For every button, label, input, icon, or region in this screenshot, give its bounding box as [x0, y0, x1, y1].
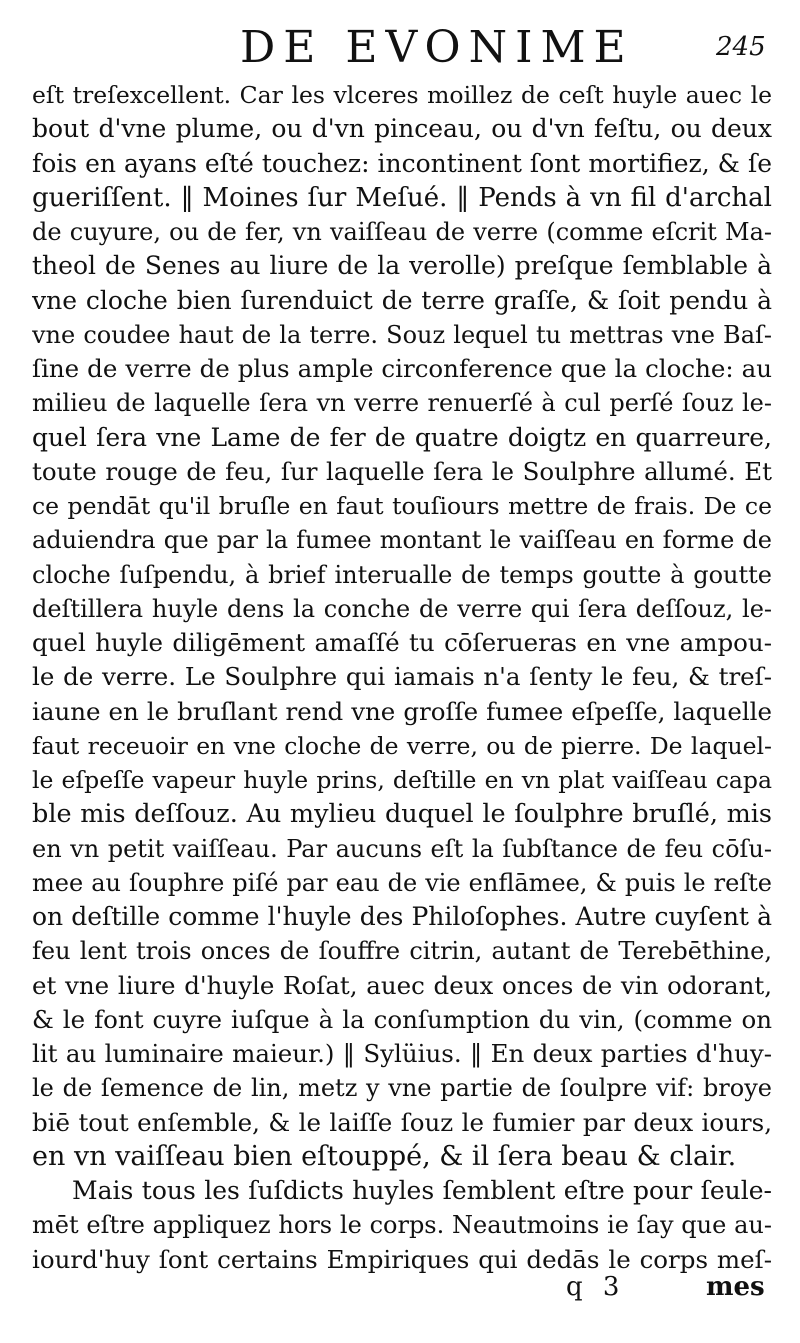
text-line: vne cloche bien ſurenduict de terre graſſe, & ſoit pendu à — [32, 285, 772, 315]
page-header — [0, 22, 800, 82]
text-line: deſtillera huyle dens la conche de verre qui ſera deſſouz, le- — [32, 594, 772, 623]
page-footer — [0, 1272, 800, 1312]
running-title: DE EVONIME — [240, 22, 634, 73]
text-line: fois en ayans eſté touchez: incontinent ſont mortifiez, & ſe — [32, 148, 772, 178]
catchword: mes — [706, 1272, 765, 1302]
text-line: vne coudee haut de la terre. Souz lequel tu mettras vne Baſ- — [32, 320, 772, 349]
text-line: mēt eſtre appliquez hors le corps. Neautmoins ie ſay que au- — [32, 1211, 772, 1240]
text-line: & le font cuyre iuſque à la conſumption du vin, (comme on — [32, 1004, 772, 1034]
text-line: le de verre. Le Soulphre qui iamais n'a ſenty le feu, & treſ- — [32, 662, 772, 692]
text-line: faut receuoir en vne cloche de verre, ou de pierre. De laquel- — [32, 731, 772, 760]
text-line: ble mis deſſouz. Au mylieu duquel le ſoulphre bruſlé, mis — [32, 799, 772, 830]
text-line: biē tout enſemble, & le laiſſe ſouz le fumier par deux iours, — [32, 1107, 772, 1137]
text-line: ſine de verre de plus ample circonference que la cloche: au — [32, 354, 772, 383]
text-line: en vn petit vaiſſeau. Par aucuns eſt la ſubſtance de feu cōſu- — [32, 834, 772, 863]
text-line: aduiendra que par la fumee montant le vaiſſeau en forme de — [32, 526, 772, 555]
text-line: lit au luminaire maieur.) ‖ Sylüius. ‖ En deux parties d'huy- — [32, 1039, 772, 1068]
text-line: milieu de laquelle ſera vn verre renuerſé à cul perſé ſouz le- — [32, 389, 772, 418]
text-line: en vn vaiſſeau bien eſtouppé, & il ſera beau & clair. — [32, 1140, 737, 1172]
text-line: gueriſſent. ‖ Moines ſur Meſué. ‖ Pends à vn fil d'archal — [32, 182, 772, 213]
text-line: iourd'huy ſont certains Empiriques qui dedās le corps meſ- — [32, 1244, 772, 1274]
text-line: cloche ſuſpendu, à brief interualle de temps goutte à goutte — [32, 560, 772, 589]
text-line: bout d'vne plume, ou d'vn pinceau, ou d'vn feſtu, ou deux — [32, 114, 772, 144]
text-line: feu lent trois onces de ſouffre citrin, autant de Terebēthine, — [32, 937, 772, 966]
text-body — [32, 78, 772, 1277]
text-line: theol de Senes au liure de la verolle) preſque ſemblable à — [32, 251, 772, 281]
text-line: le de ſemence de lin, metz y vne partie de ſoulpre vif: broye — [32, 1074, 772, 1103]
text-line: on deſtille comme l'huyle des Philoſophes. Autre cuyſent à — [32, 902, 772, 931]
text-line: mee au ſouphre piſé par eau de vie enflāmee, & puis le reſte — [32, 868, 772, 897]
page-number: 245 — [716, 32, 766, 62]
text-line: quel huyle diligēment amaſſé tu cōſerueras en vne ampou- — [32, 628, 772, 657]
signature-mark: q 3 — [566, 1272, 626, 1302]
text-line: le eſpeſſe vapeur huyle prins, deſtille en vn plat vaiſſeau capa — [32, 766, 772, 794]
text-line: de cuyure, ou de fer, vn vaiſſeau de verre (comme eſcrit Ma- — [32, 218, 772, 246]
text-line: quel ſera vne Lame de fer de quatre doigtz en quarreure, — [32, 422, 772, 452]
text-line: eſt treſexcellent. Car les vlceres moillez de ceſt huyle auec le — [32, 81, 772, 109]
text-line: ce pendāt qu'il bruſle en faut touſiours mettre de frais. De ce — [32, 492, 772, 520]
text-line: iaune en le bruſlant rend vne groſſe fumee eſpeſſe, laquelle — [32, 696, 772, 726]
text-line: et vne liure d'huyle Roſat, auec deux onces de vin odorant, — [32, 970, 772, 1000]
text-line: toute rouge de feu, ſur laquelle ſera le Soulphre allumé. Et — [32, 456, 772, 486]
text-line: Mais tous les ſuſdicts huyles ſemblent eſtre pour ſeule- — [72, 1176, 772, 1205]
